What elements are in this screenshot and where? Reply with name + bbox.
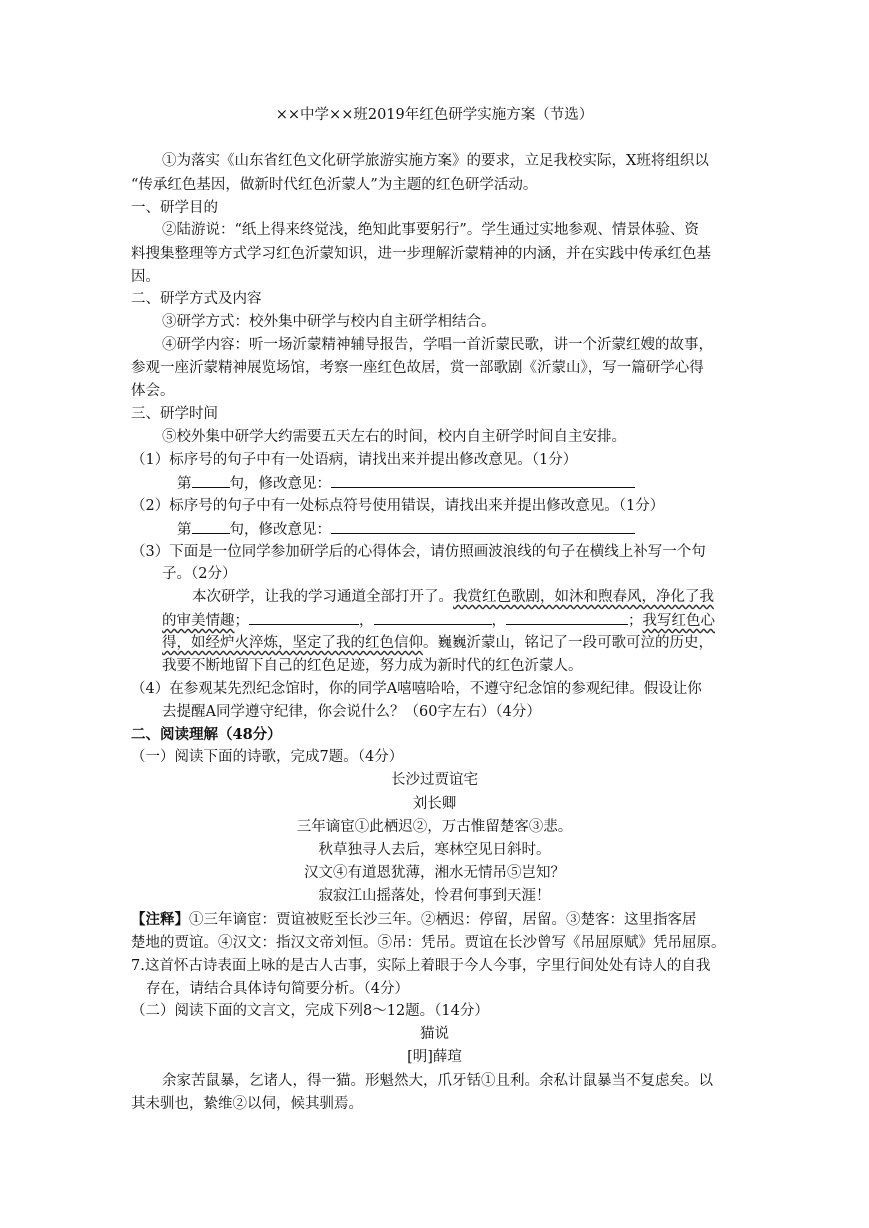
question-3-line-1: （3）下面是一位同学参加研学后的心得体会，请仿照画波浪线的句子在横线上补写一个句 — [131, 544, 706, 560]
question-3-line-2: 子。（2分） — [162, 566, 237, 582]
reflection-text: 。巍巍沂蒙山，铭记了一段可歌可泣的历史， — [423, 635, 713, 651]
subsection-poem-heading: （一）阅读下面的诗歌，完成7题。（4分） — [131, 749, 404, 765]
plan-paragraph-1-line-2: “传承红色基因，做新时代红色沂蒙人”为主题的红色研学活动。 — [131, 177, 538, 193]
plan-paragraph-4-line-2: 参观一座沂蒙精神展览场馆，考察一座红色故居，赏一部歌剧《沂蒙山》，写一篇研学心得 — [131, 360, 704, 376]
poem-notes-line-1 — [131, 909, 697, 931]
revision-blank[interactable] — [331, 518, 635, 534]
section-heading-time: 三、研学时间 — [131, 406, 218, 422]
blank-middle: 句，修改意见： — [229, 476, 331, 492]
plan-paragraph-3: ③研学方式：校外集中研学与校内自主研学相结合。 — [162, 314, 496, 330]
plan-paragraph-1-line-1: ①为落实《山东省红色文化研学旅游实施方案》的要求，立足我校实际，X班将组织以 — [162, 153, 709, 169]
section-heading-purpose: 一、研学目的 — [131, 200, 218, 216]
plan-paragraph-4-line-3: 体会。 — [131, 383, 175, 399]
notes-label: 【注释】 — [131, 911, 189, 928]
plan-paragraph-2-line-2: 料搜集整理等方式学习红色沂蒙知识，进一步理解沂蒙精神的内涵，并在实践中传承红色基 — [131, 246, 711, 262]
poem-title: 长沙过贾谊宅 — [391, 772, 478, 788]
fill-blank-3[interactable] — [506, 609, 628, 625]
answer-line-2 — [177, 518, 635, 541]
sentence-number-blank[interactable] — [192, 472, 230, 488]
question-7-line-1: 7.这首怀古诗表面上咏的是古人古事，实际上着眼于今人今事，字里行间处处有诗人的自我 — [131, 958, 711, 974]
notes-text: ①三年谪宦：贾谊被贬至长沙三年。②栖迟：停留，居留。③楚客：这里指客居 — [189, 912, 697, 928]
punctuation: ； — [234, 613, 249, 629]
document-title: ××中学××班2019年红色研学实施方案（节选） — [275, 107, 594, 123]
plan-paragraph-4-line-1: ④研学内容：听一场沂蒙精神辅导报告，学唱一首沂蒙民歌，讲一个沂蒙红嫂的故事， — [162, 337, 713, 353]
fill-blank-1[interactable] — [249, 609, 359, 625]
reflection-line-4: 我要不断地留下自己的红色足迹，努力成为新时代的红色沂蒙人。 — [162, 658, 583, 674]
fill-blank-2[interactable] — [374, 609, 492, 625]
plan-paragraph-2-line-1: ②陆游说：“纸上得来终觉浅，绝知此事要躬行”。学生通过实地参观、情景体验、资 — [162, 222, 699, 238]
wavy-sentence: 的审美情趣 — [162, 613, 235, 629]
section-heading-method: 二、研学方式及内容 — [131, 291, 262, 307]
poem-author: 刘长卿 — [412, 796, 457, 812]
wavy-sentence: 我写红色心 — [642, 613, 715, 629]
question-4-line-1: （4）在参观某先烈纪念馆时，你的同学A嘻嘻哈哈，不遵守纪念馆的参观纪律。假设让你 — [131, 681, 702, 697]
question-7-line-2: 存在，请结合具体诗句简要分析。（4分） — [146, 981, 409, 997]
punctuation: ； — [628, 613, 643, 629]
reflection-text: 本次研学，让我的学习通道全部打开了。 — [192, 589, 453, 605]
subsection-prose-heading: （二）阅读下面的文言文，完成下列8～12题。（14分） — [131, 1003, 489, 1019]
plan-paragraph-5: ⑤校外集中研学大约需要五天左右的时间，校内自主研学时间自主安排。 — [162, 429, 626, 445]
plan-paragraph-2-line-3: 因。 — [131, 269, 160, 285]
prose-title: 猫说 — [420, 1026, 449, 1042]
question-1: （1）标序号的句子中有一处语病，请找出来并提出修改意见。（1分） — [131, 452, 578, 468]
reflection-line-3 — [162, 632, 713, 654]
prose-author: [明]薛瑄 — [407, 1049, 462, 1065]
poem-line-2: 秋草独寻人去后，寒林空见日斜时。 — [318, 842, 551, 858]
question-4-line-2: 去提醒A同学遵守纪律，你会说什么？（60字左右）（4分） — [162, 704, 541, 720]
blank-middle: 句，修改意见： — [229, 522, 331, 538]
section-2-heading: 二、阅读理解（48分） — [131, 726, 282, 743]
prose-line-1: 余家苦鼠暴，乞诸人，得一猫。形魁然大，爪牙铦①且利。余私计鼠暴当不复虑矣。以 — [162, 1073, 713, 1089]
poem-line-3: 汉文④有道恩犹薄，湘水无情吊⑤岂知？ — [304, 865, 565, 881]
revision-blank[interactable] — [331, 472, 635, 488]
prose-line-2: 其未驯也，絷维②以伺，候其驯焉。 — [131, 1096, 363, 1112]
poem-line-1: 三年谪宦①此栖迟②，万古惟留楚客③悲。 — [296, 819, 573, 835]
reflection-line-2 — [162, 609, 715, 632]
blank-prefix: 第 — [177, 522, 192, 538]
answer-line-1 — [177, 472, 635, 495]
poem-notes-line-2: 楚地的贾谊。④汉文：指汉文帝刘恒。⑤吊：凭吊。贾谊在长沙曾写《吊屈原赋》凭吊屈原。 — [131, 935, 726, 951]
wavy-sentence: 得，如经炉火淬炼，坚定了我的红色信仰 — [162, 635, 423, 651]
punctuation: ， — [491, 613, 506, 629]
punctuation: ， — [359, 613, 374, 629]
wavy-sentence: 我赏红色歌剧，如沐和煦春风，净化了我 — [453, 589, 714, 605]
reflection-line-1 — [192, 586, 714, 608]
sentence-number-blank[interactable] — [192, 518, 230, 534]
blank-prefix: 第 — [177, 476, 192, 492]
poem-line-4: 寂寂江山摇落处，怜君何事到天涯！ — [318, 888, 551, 904]
question-2: （2）标序号的句子中有一处标点符号使用错误，请找出来并提出修改意见。（1分） — [131, 498, 665, 514]
